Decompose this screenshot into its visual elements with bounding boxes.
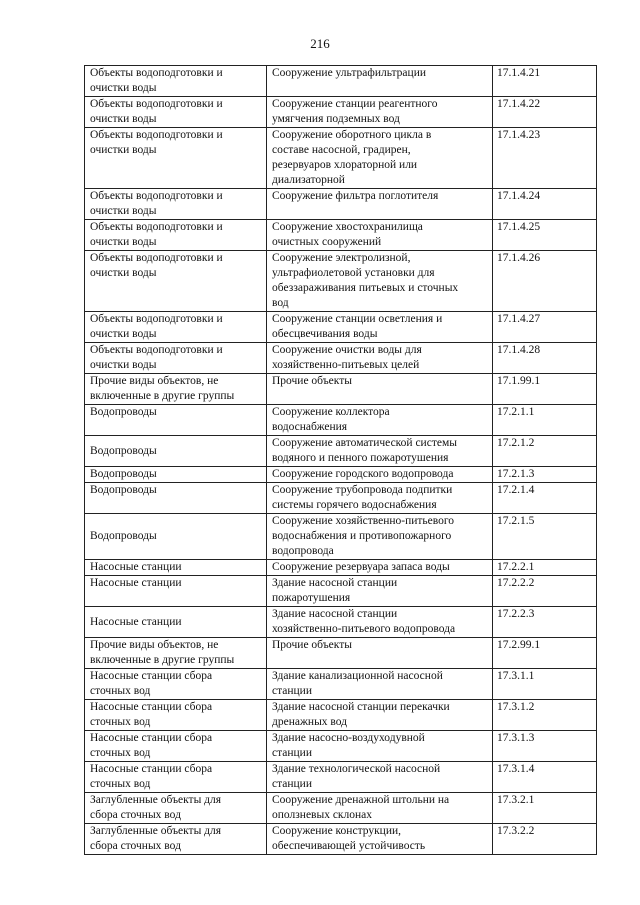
object-group-cell: Водопроводы (85, 514, 267, 560)
object-name-cell: Прочие объекты (267, 638, 493, 669)
object-name-cell: Сооружение оборотного цикла в составе насосной, градирен, резервуаров хлораторной или диализаторной (267, 128, 493, 189)
object-group-cell: Насосные станции сбора сточных вод (85, 762, 267, 793)
table-row (85, 669, 597, 700)
object-code-cell: 17.1.99.1 (493, 374, 597, 405)
object-group-cell: Объекты водоподготовки и очистки воды (85, 343, 267, 374)
table-row (85, 97, 597, 128)
object-group-cell: Объекты водоподготовки и очистки воды (85, 66, 267, 97)
object-group-cell: Насосные станции (85, 560, 267, 576)
object-group-cell: Насосные станции (85, 607, 267, 638)
table-row (85, 638, 597, 669)
object-name-cell: Сооружение фильтра поглотителя (267, 189, 493, 220)
object-code-cell: 17.2.1.3 (493, 467, 597, 483)
table-row (85, 436, 597, 467)
object-code-cell: 17.1.4.21 (493, 66, 597, 97)
object-code-cell: 17.1.4.22 (493, 97, 597, 128)
object-group-cell: Прочие виды объектов, не включенные в другие группы (85, 638, 267, 669)
object-name-cell: Сооружение дренажной штольни на оползневых склонах (267, 793, 493, 824)
object-group-cell: Водопроводы (85, 405, 267, 436)
object-name-cell: Сооружение трубопровода подпитки системы горячего водоснабжения (267, 483, 493, 514)
object-name-cell: Сооружение автоматической системы водяного и пенного пожаротушения (267, 436, 493, 467)
table-row (85, 576, 597, 607)
object-group-cell: Объекты водоподготовки и очистки воды (85, 128, 267, 189)
object-code-cell: 17.2.1.4 (493, 483, 597, 514)
table-row (85, 607, 597, 638)
object-group-cell: Заглубленные объекты для сбора сточных вод (85, 824, 267, 855)
object-name-cell: Здание технологической насосной станции (267, 762, 493, 793)
object-group-cell: Объекты водоподготовки и очистки воды (85, 97, 267, 128)
object-code-cell: 17.2.2.2 (493, 576, 597, 607)
table-row (85, 793, 597, 824)
object-code-cell: 17.3.2.2 (493, 824, 597, 855)
table-row (85, 560, 597, 576)
page-number: 216 (310, 36, 330, 51)
object-name-cell: Сооружение городского водопровода (267, 467, 493, 483)
object-group-cell: Заглубленные объекты для сбора сточных вод (85, 793, 267, 824)
object-name-cell: Сооружение очистки воды для хозяйственно-питьевых целей (267, 343, 493, 374)
object-code-cell: 17.3.1.4 (493, 762, 597, 793)
object-name-cell: Прочие объекты (267, 374, 493, 405)
object-group-cell: Водопроводы (85, 483, 267, 514)
table-row (85, 128, 597, 189)
object-code-cell: 17.1.4.24 (493, 189, 597, 220)
object-group-cell: Насосные станции сбора сточных вод (85, 731, 267, 762)
table-row (85, 251, 597, 312)
table-row (85, 731, 597, 762)
classification-table (84, 65, 597, 855)
object-code-cell: 17.2.1.1 (493, 405, 597, 436)
object-group-cell: Водопроводы (85, 436, 267, 467)
object-code-cell: 17.3.1.1 (493, 669, 597, 700)
object-code-cell: 17.3.2.1 (493, 793, 597, 824)
object-group-cell: Водопроводы (85, 467, 267, 483)
object-name-cell: Сооружение коллектора водоснабжения (267, 405, 493, 436)
object-code-cell: 17.3.1.3 (493, 731, 597, 762)
object-code-cell: 17.2.1.5 (493, 514, 597, 560)
object-name-cell: Сооружение станции реагентного умягчения подземных вод (267, 97, 493, 128)
object-code-cell: 17.1.4.26 (493, 251, 597, 312)
object-code-cell: 17.1.4.28 (493, 343, 597, 374)
object-name-cell: Здание насосно-воздуходувной станции (267, 731, 493, 762)
object-group-cell: Объекты водоподготовки и очистки воды (85, 220, 267, 251)
object-name-cell: Здание насосной станции перекачки дренажных вод (267, 700, 493, 731)
object-name-cell: Здание насосной станции пожаротушения (267, 576, 493, 607)
table-row (85, 312, 597, 343)
object-code-cell: 17.2.1.2 (493, 436, 597, 467)
object-code-cell: 17.1.4.27 (493, 312, 597, 343)
object-code-cell: 17.3.1.2 (493, 700, 597, 731)
object-group-cell: Насосные станции сбора сточных вод (85, 669, 267, 700)
object-code-cell: 17.2.2.1 (493, 560, 597, 576)
table-row (85, 189, 597, 220)
object-code-cell: 17.2.2.3 (493, 607, 597, 638)
object-name-cell: Сооружение станции осветления и обесцвечивания воды (267, 312, 493, 343)
object-group-cell: Объекты водоподготовки и очистки воды (85, 251, 267, 312)
table-row (85, 374, 597, 405)
object-code-cell: 17.1.4.25 (493, 220, 597, 251)
object-name-cell: Здание насосной станции хозяйственно-питьевого водопровода (267, 607, 493, 638)
table-row (85, 483, 597, 514)
object-group-cell: Насосные станции (85, 576, 267, 607)
object-code-cell: 17.1.4.23 (493, 128, 597, 189)
table-row (85, 343, 597, 374)
table-row (85, 220, 597, 251)
object-name-cell: Сооружение хвостохранилища очистных сооружений (267, 220, 493, 251)
table-row (85, 762, 597, 793)
table-row (85, 66, 597, 97)
table-row (85, 467, 597, 483)
object-name-cell: Здание канализационной насосной станции (267, 669, 493, 700)
object-group-cell: Объекты водоподготовки и очистки воды (85, 312, 267, 343)
table-row (85, 514, 597, 560)
table-row (85, 824, 597, 855)
object-name-cell: Сооружение конструкции, обеспечивающей устойчивость (267, 824, 493, 855)
object-name-cell: Сооружение хозяйственно-питьевого водоснабжения и противопожарного водопровода (267, 514, 493, 560)
object-name-cell: Сооружение резервуара запаса воды (267, 560, 493, 576)
object-group-cell: Объекты водоподготовки и очистки воды (85, 189, 267, 220)
table-row (85, 700, 597, 731)
object-group-cell: Прочие виды объектов, не включенные в другие группы (85, 374, 267, 405)
object-name-cell: Сооружение ультрафильтрации (267, 66, 493, 97)
table-row (85, 405, 597, 436)
table-body (85, 66, 597, 855)
object-code-cell: 17.2.99.1 (493, 638, 597, 669)
object-name-cell: Сооружение электролизной, ультрафиолетовой установки для обеззараживания питьевых и сточных вод (267, 251, 493, 312)
object-group-cell: Насосные станции сбора сточных вод (85, 700, 267, 731)
